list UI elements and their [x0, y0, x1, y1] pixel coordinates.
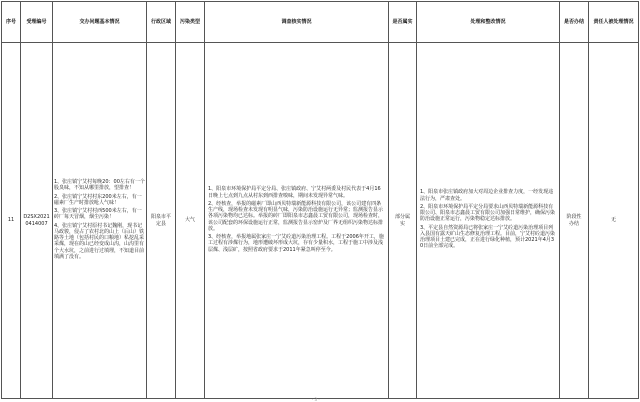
cell-pollution-type: 大气: [176, 43, 205, 399]
table-row: [2, 43, 639, 399]
cell-district: 阳泉市平定县: [147, 43, 176, 399]
investigation-item: 1、阳泉市环境保护局平定分局、张庄镇政府、宁艾村两委及村民代表于4月16日晚上七点到九点从村东到西排查嗅味，期间未发现异常气味。: [208, 186, 381, 199]
handling-item: 1、阳泉市张庄镇政府加大对周边企业排查力度，一经发现违法行为，严肃查处。: [420, 189, 554, 202]
issue-item: 2、张庄镇宁艾村村东200米左右，有一磁素厂生产时排放呛人气味！: [54, 193, 142, 206]
cell-handling: [417, 43, 560, 399]
issue-item: 1、张庄镇宁艾村每晚20：00左右有一个股臭味，不知从哪里排放，望排查！: [54, 179, 145, 192]
page-number: · 3 ·: [312, 397, 320, 402]
complaint-table: [1, 1, 639, 399]
header-district: 行政区域: [147, 2, 176, 43]
investigation-item: 3、经核查，举报地属张家庄一宁艾砼道污染治理工程。工程于2006年开工，施工过程有涉煤行为，地形遭破坏形成大坑，存有少量积水，工程于施工中涉及浅层煤、浅层矿，按照省政府要求于2011年紧急叫停至今。: [208, 234, 384, 253]
header-issue: 交办问题基本情况: [53, 2, 147, 43]
header-verified: 是否属实: [389, 2, 417, 43]
cell-closed: 阶段性办结: [560, 43, 589, 399]
handling-item: 3、平定县自然资源局已将张家庄一宁艾砼道污染治理项目列入县国有露天矿山生态修复治理工程。目前，宁艾村砼道污染治理项目土建已完成，正在进行绿化种植，预计2021年4月30日前全部完成。: [420, 224, 556, 250]
handling-item: 2、阳泉市环境保护局平定分局要求山西贝特瑞新能源科技有限公司、阳泉市志鑫晨工贸有限公司加强日常维护，确保污染防治设施正常运行，污染物稳定达标排放。: [420, 203, 556, 223]
issue-item: 4、张庄镇宁艾村原村书记魏刚，现书记马政骏，侵占了农村北的山上（后山）铁路等土地（包括村民的口粮地）私挖乱采采煤，现在的山已经变成山沟，山沟里有个大水坑，之前进行过填埋，不知道目前填满了没有。: [54, 222, 145, 260]
cell-ticket: D2SX20210414007: [21, 43, 53, 399]
header-accountability: 责任人被处理情况: [589, 2, 639, 43]
table-header-row: [2, 2, 639, 43]
cell-accountability: 无: [589, 43, 639, 399]
cell-verified: 部分属实: [389, 43, 417, 399]
header-ticket: 受理编号: [21, 2, 53, 43]
cell-seq: 11: [2, 43, 21, 399]
investigation-item: 2、经核查，举报的磁素厂即山西贝特瑞新能源科技有限公司，该公司建有四条生产线，现场检查未发现有明显气味，污染防治设施运行无异常；监测报告显示各项污染物均已达标。举报的砖厂即阳泉市志鑫晨工贸有限公司，现场检查时，该公司配套的环保设施运行正常，监测报告显示窑炉及厂界无组织污染物达标排放。: [208, 200, 384, 232]
header-closed: 是否办结: [560, 2, 589, 43]
header-pollution-type: 污染类型: [176, 2, 205, 43]
cell-investigation: [205, 43, 389, 399]
issue-item: 3、张庄镇宁艾村村西500米左右，有一砖厂每天冒烟，烟尘污染！: [54, 208, 142, 221]
header-investigation: 调查核实情况: [205, 2, 389, 43]
header-seq: 序号: [2, 2, 21, 43]
cell-issue: [53, 43, 147, 399]
header-handling: 处理和整改情况: [417, 2, 560, 43]
